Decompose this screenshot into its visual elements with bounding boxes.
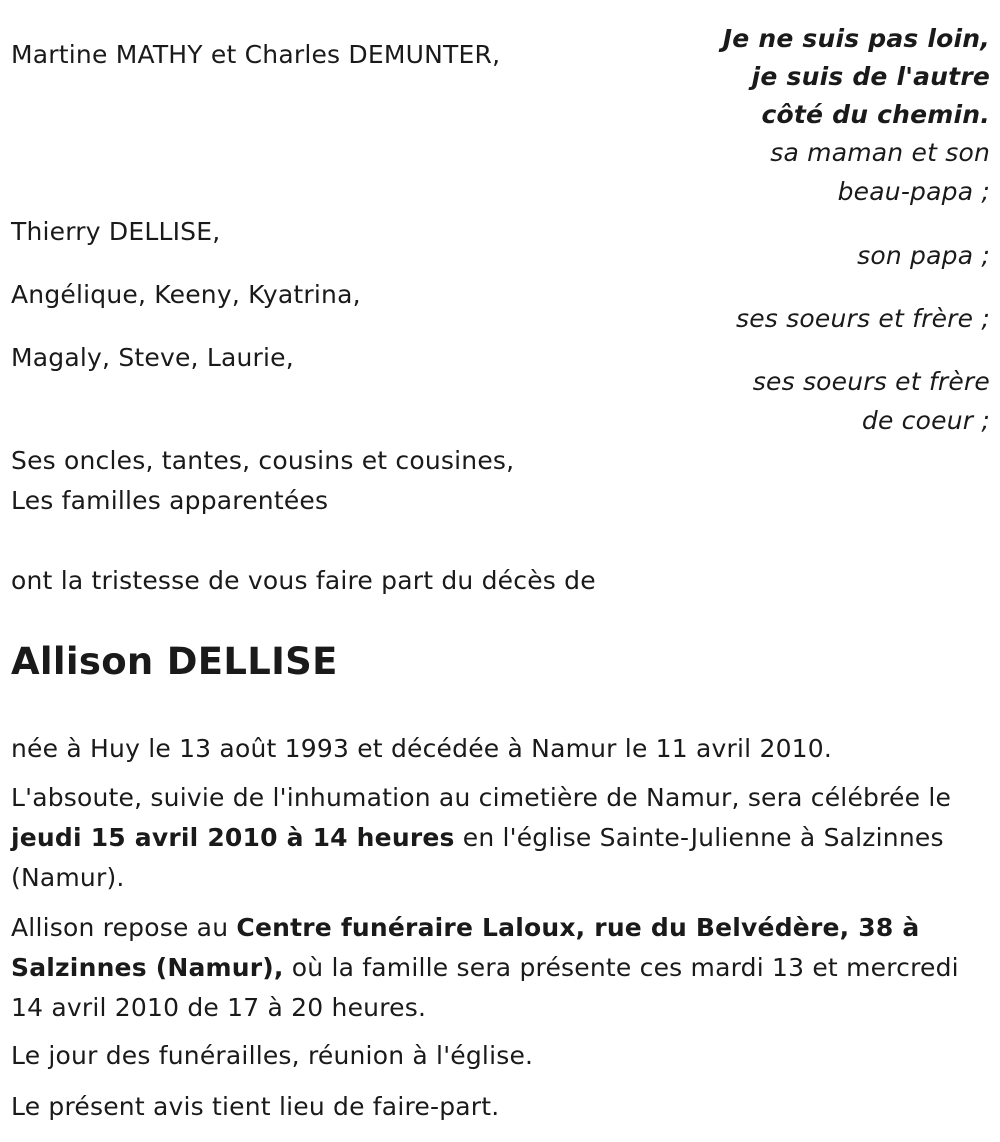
family-parents: Martine MATHY et Charles DEMUNTER, [11,40,501,69]
meeting-line: Le jour des funérailles, réunion à l'église. [11,1041,534,1070]
family-father: Thierry DELLISE, [11,217,221,246]
birth-death-line: née à Huy le 13 août 1993 et décédée à Namur le 11 avril 2010. [11,734,833,763]
rest-visits: où la famille sera présente ces mardi 13 et mercredi 14 avril 2010 de 17 à 20 heures. [11,953,959,1022]
ceremony-place: en l'église Sainte-Julienne à Salzinnes (Namur). [11,823,944,892]
family-extended-2: Les familles apparentées [11,486,329,515]
quote-line-2: je suis de l'autre [751,62,990,91]
rest-paragraph [11,908,991,1028]
family-heart-siblings: Magaly, Steve, Laurie, [11,343,294,372]
relation-siblings: ses soeurs et frère ; [736,304,990,333]
relation-heart-1: ses soeurs et frère [752,367,990,396]
deceased-name: Allison DELLISE [11,640,338,683]
announcement: ont la tristesse de vous faire part du décès de [11,566,596,595]
ceremony-intro: L'absoute, suivie de l'inhumation au cimetière de Namur, sera célébrée le [11,783,952,812]
quote-line-3: côté du chemin. [761,100,990,129]
family-extended-1: Ses oncles, tantes, cousins et cousines, [11,446,515,475]
ceremony-paragraph [11,778,991,898]
notice-line: Le présent avis tient lieu de faire-part. [11,1092,500,1121]
family-siblings: Angélique, Keeny, Kyatrina, [11,280,361,309]
quote-line-1: Je ne suis pas loin, [722,24,990,53]
rest-location: Centre funéraire Laloux, rue du Belvédère, 38 à Salzinnes (Namur), [11,913,920,982]
relation-heart-2: de coeur ; [861,406,990,435]
ceremony-date: jeudi 15 avril 2010 à 14 heures [11,823,455,852]
relation-mother-1: sa maman et son [770,138,990,167]
relation-father: son papa ; [857,241,990,270]
relation-mother-2: beau-papa ; [837,177,990,206]
rest-intro: Allison repose au [11,913,237,942]
